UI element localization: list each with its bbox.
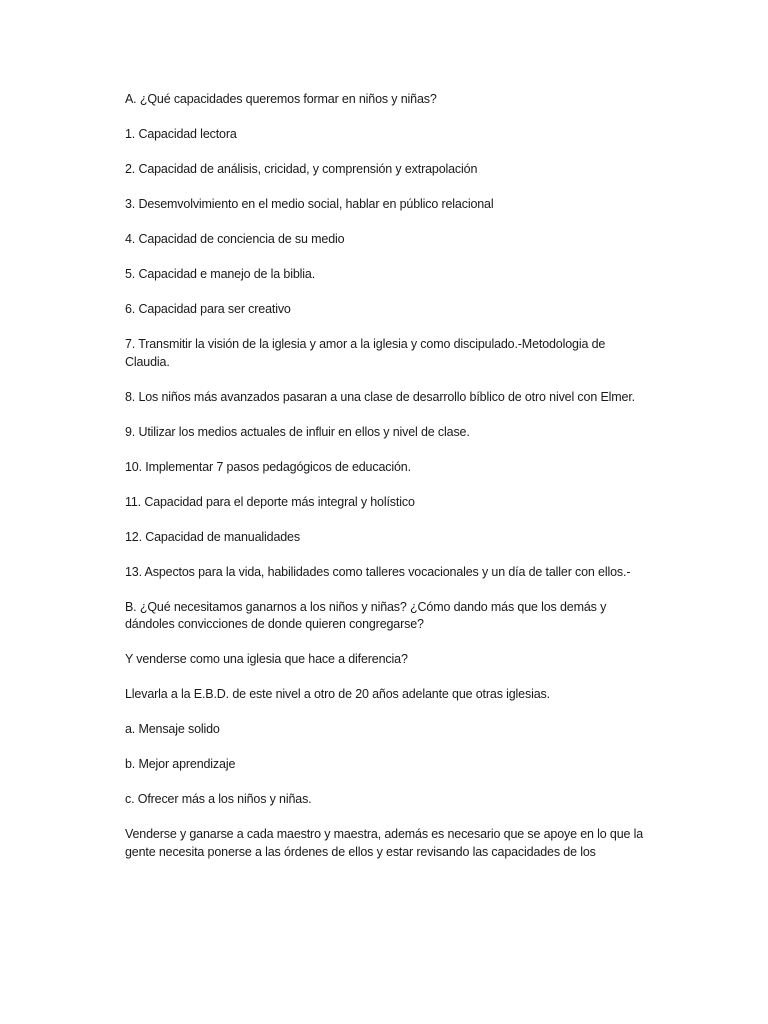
- list-item: 6. Capacidad para ser creativo: [125, 302, 291, 316]
- list-item: 3. Desemvolvimiento en el medio social, hablar en público relacional: [125, 197, 494, 211]
- list-item: 13. Aspectos para la vida, habilidades como talleres vocacionales y un día de taller con ellos.-: [125, 564, 631, 579]
- list-item: a. Mensaje solido: [125, 722, 220, 736]
- question-a-heading: A. ¿Qué capacidades queremos formar en niños y niñas?: [125, 92, 437, 106]
- list-item: 12. Capacidad de manualidades: [125, 529, 300, 544]
- list-item: 4. Capacidad de conciencia de su medio: [125, 232, 345, 246]
- list-item: 10. Implementar 7 pasos pedagógicos de educación.: [125, 459, 411, 474]
- list-item: 5. Capacidad e manejo de la biblia.: [125, 267, 316, 281]
- list-item: 2. Capacidad de análisis, cricidad, y comprensión y extrapolación: [125, 162, 478, 176]
- list-item: 9. Utilizar los medios actuales de influir en ellos y nivel de clase.: [125, 424, 470, 439]
- question-b-paragraph: B. ¿Qué necesitamos ganarnos a los niños y niñas? ¿Cómo dando más que los demás y dándoles convicciones de donde quieren congregarse?: [125, 599, 607, 631]
- list-item: 1. Capacidad lectora: [125, 127, 237, 141]
- body-paragraph: Llevarla a la E.B.D. de este nivel a otro de 20 años adelante que otras iglesias.: [125, 687, 550, 701]
- list-item: c. Ofrecer más a los niños y niñas.: [125, 792, 312, 806]
- body-paragraph: Y venderse como una iglesia que hace a diferencia?: [125, 652, 408, 666]
- list-item: 11. Capacidad para el deporte más integral y holístico: [125, 494, 415, 509]
- list-item: 8. Los niños más avanzados pasaran a una clase de desarrollo bíblico de otro nivel con Elmer.: [125, 389, 635, 404]
- document-body: [125, 91, 645, 879]
- list-item: 7. Transmitir la visión de la iglesia y amor a la iglesia y como discipulado.-Metodologia de Claudia.: [125, 337, 606, 369]
- list-item: b. Mejor aprendizaje: [125, 757, 236, 771]
- body-paragraph: Venderse y ganarse a cada maestro y maestra, además es necesario que se apoye en lo que la gente necesita ponerse a las órdenes de ellos y estar revisando las capacidades de los: [125, 827, 644, 859]
